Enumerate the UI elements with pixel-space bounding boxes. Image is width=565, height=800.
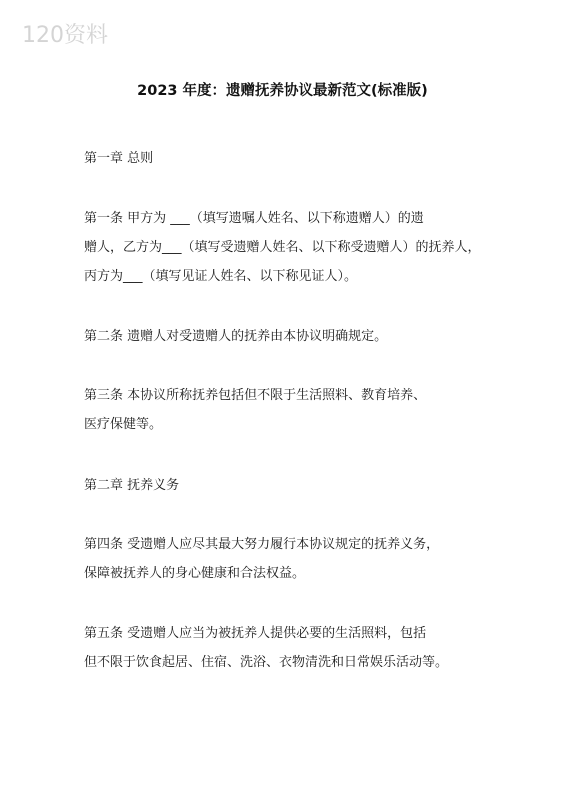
document-title: 2023 年度：遗赠抚养协议最新范文(标准版) (137, 83, 428, 99)
article-2 (84, 322, 504, 351)
paragraph-line: 但不限于饮食起居、住宿、洗浴、衣物清洗和日常娱乐活动等。 (84, 655, 449, 670)
article-3 (84, 381, 504, 439)
article-5 (84, 619, 504, 677)
paragraph-line: 第三条 本协议所称抚养包括但不限于生活照料、教育培养、 (84, 388, 427, 403)
watermark: 120资料 (22, 23, 108, 48)
paragraph-line: 第二章 抚养义务 (84, 478, 180, 493)
chapter-2-heading (84, 471, 504, 500)
paragraph-line: 第四条 受遗赠人应尽其最大努力履行本协议规定的抚养义务， (84, 537, 440, 552)
article-1 (84, 204, 504, 291)
paragraph-line: 丙方为___（填写见证人姓名、以下称见证人）。 (84, 269, 358, 284)
paragraph-line: 保障被抚养人的身心健康和合法权益。 (84, 566, 306, 581)
paragraph-line: 医疗保健等。 (84, 417, 163, 432)
chapter-1-heading (84, 144, 504, 173)
article-4 (84, 530, 504, 588)
paragraph-line: 第一章 总则 (84, 151, 154, 166)
paragraph-line: 赠人，乙方为___（填写受遗赠人姓名、以下称受遗赠人）的抚养人， (84, 240, 481, 255)
paragraph-line: 第五条 受遗赠人应当为被抚养人提供必要的生活照料，包括 (84, 626, 427, 641)
paragraph-line: 第一条 甲方为 ___（填写遗嘱人姓名、以下称遗赠人）的遗 (84, 211, 424, 226)
paragraph-line: 第二条 遗赠人对受遗赠人的抚养由本协议明确规定。 (84, 329, 388, 344)
